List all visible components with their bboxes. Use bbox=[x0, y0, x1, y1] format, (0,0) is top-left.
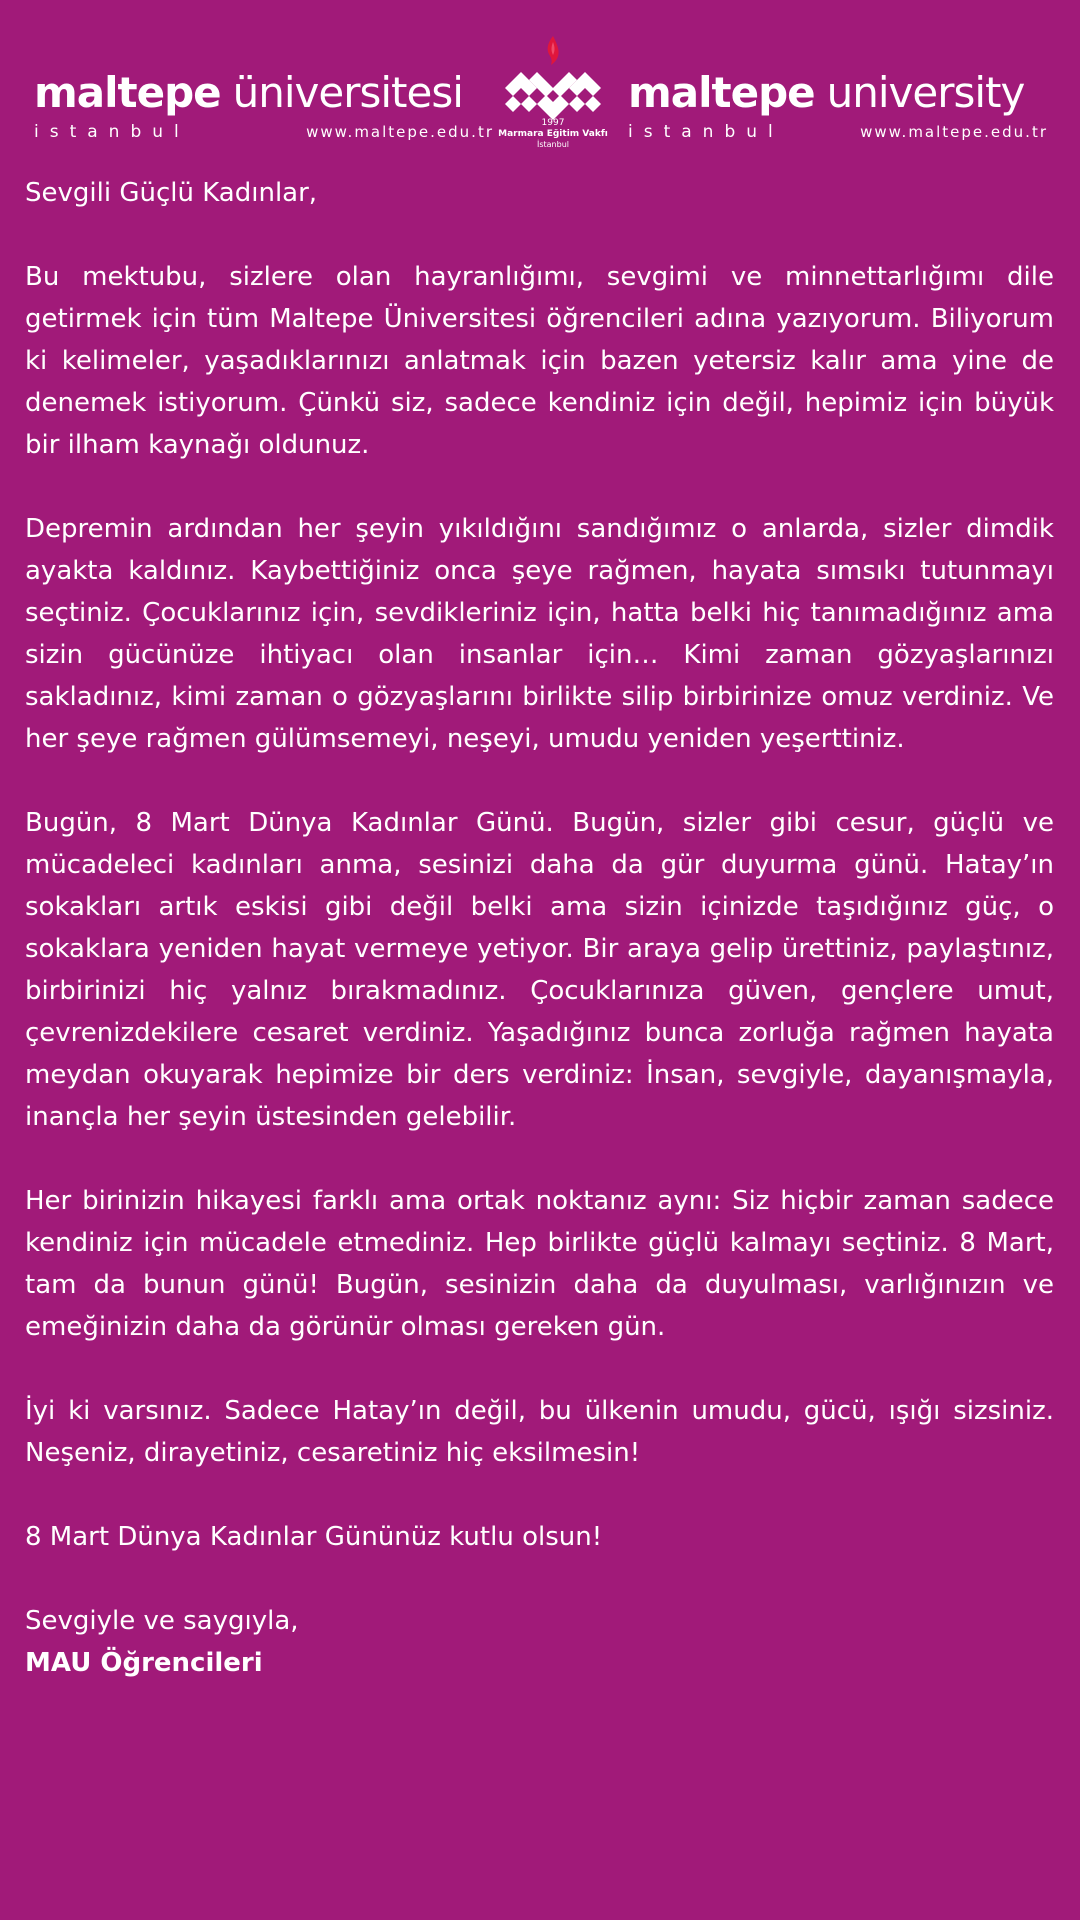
logo-wordmark bbox=[628, 64, 1048, 122]
logo-subline bbox=[628, 122, 1048, 142]
maltepe-universitesi-logo bbox=[34, 64, 494, 144]
letter-signature: MAU Öğrencileri bbox=[25, 1648, 263, 1678]
maltepe-emblem-icon bbox=[497, 30, 609, 120]
letter-greeting: Sevgili Güçlü Kadınlar, bbox=[25, 178, 318, 208]
letter-paragraph: Her birinizin hikayesi farklı ama ortak noktanız aynı: Siz hiçbir zaman sadece kendiniz için mücadele etmediniz. Hep birlikte güçlü kalmayı seçtiniz. 8 Mart, tam da bunun günü! Bugün, sesinizin daha da duyulması, varlığınızın ve emeğinizin daha da görünür olması gereken gün. bbox=[25, 1186, 1054, 1342]
letterhead bbox=[0, 24, 1080, 154]
letter-body bbox=[25, 172, 1054, 1684]
logo-wordmark bbox=[34, 64, 494, 122]
letter-paragraph: Bu mektubu, sizlere olan hayranlığımı, sevgimi ve minnettarlığımı dile getirmek için tüm Maltepe Üniversitesi öğrencileri adına yazıyorum. Biliyorum ki kelimeler, yaşadıklarınızı anlatmak için bazen yetersiz kalır ama yine de denemek istiyorum. Çünkü siz, sadece kendiniz için değil, hepimiz için büyük bir ilham kaynağı oldunuz. bbox=[25, 262, 1054, 460]
letter-closing: Sevgiyle ve saygıyla, bbox=[25, 1606, 299, 1636]
logo-brand-bold: maltepe bbox=[34, 68, 221, 117]
letter-paragraph: 8 Mart Dünya Kadınlar Gününüz kutlu olsun! bbox=[25, 1522, 603, 1552]
logo-brand-bold: maltepe bbox=[628, 68, 815, 117]
emblem-city: İstanbul bbox=[536, 140, 569, 149]
logo-brand-light: üniversitesi bbox=[232, 68, 463, 117]
logo-city: istanbul bbox=[628, 122, 784, 142]
letter-paragraph: İyi ki varsınız. Sadece Hatay’ın değil, bu ülkenin umudu, gücü, ışığı sizsiniz. Neşeniz, dirayetiniz, cesaretiniz hiç eksilmesin! bbox=[25, 1396, 1054, 1468]
logo-city: istanbul bbox=[34, 122, 190, 142]
logo-url: www.maltepe.edu.tr bbox=[860, 123, 1048, 141]
maltepe-university-logo bbox=[628, 64, 1048, 144]
marmara-egitim-vakfi-emblem bbox=[497, 30, 609, 154]
logo-url: www.maltepe.edu.tr bbox=[306, 123, 494, 141]
emblem-year: 1997 bbox=[541, 118, 565, 128]
emblem-foundation-name: Marmara Eğitim Vakfı bbox=[498, 129, 608, 139]
letter-paragraph: Bugün, 8 Mart Dünya Kadınlar Günü. Bugün, sizler gibi cesur, güçlü ve mücadeleci kadınları anma, sesinizi daha da gür duyurma günü. Hatay’ın sokakları artık eskisi gibi değil belki ama sizin içinizde taşıdığınız güç, o sokaklara yeniden hayat vermeye yetiyor. Bir araya gelip ürettiniz, paylaştınız, birbirinizi hiç yalnız bırakmadınız. Çocuklarınıza güven, gençlere umut, çevrenizdekilere cesaret verdiniz. Yaşadığınız bunca zorluğa rağmen hayata meydan okuyarak hepimize bir ders verdiniz: İnsan, sevgiyle, dayanışmayla, inançla her şeyin üstesinden gelebilir. bbox=[25, 808, 1054, 1132]
logo-brand-light: university bbox=[826, 68, 1025, 117]
letter-paragraph: Depremin ardından her şeyin yıkıldığını sandığımız o anlarda, sizler dimdik ayakta kaldınız. Kaybettiğiniz onca şeye rağmen, hayata sımsıkı tutunmayı seçtiniz. Çocuklarınız için, sevdikleriniz için, hatta belki hiç tanımadığınız ama sizin gücünüze ihtiyacı olan insanlar için… Kimi zaman gözyaşlarınızı sakladınız, kimi zaman o gözyaşlarını birlikte silip birbirinize omuz verdiniz. Ve her şeye rağmen gülümsemeyi, neşeyi, umudu yeniden yeşerttiniz. bbox=[25, 514, 1054, 754]
logo-subline bbox=[34, 122, 494, 142]
